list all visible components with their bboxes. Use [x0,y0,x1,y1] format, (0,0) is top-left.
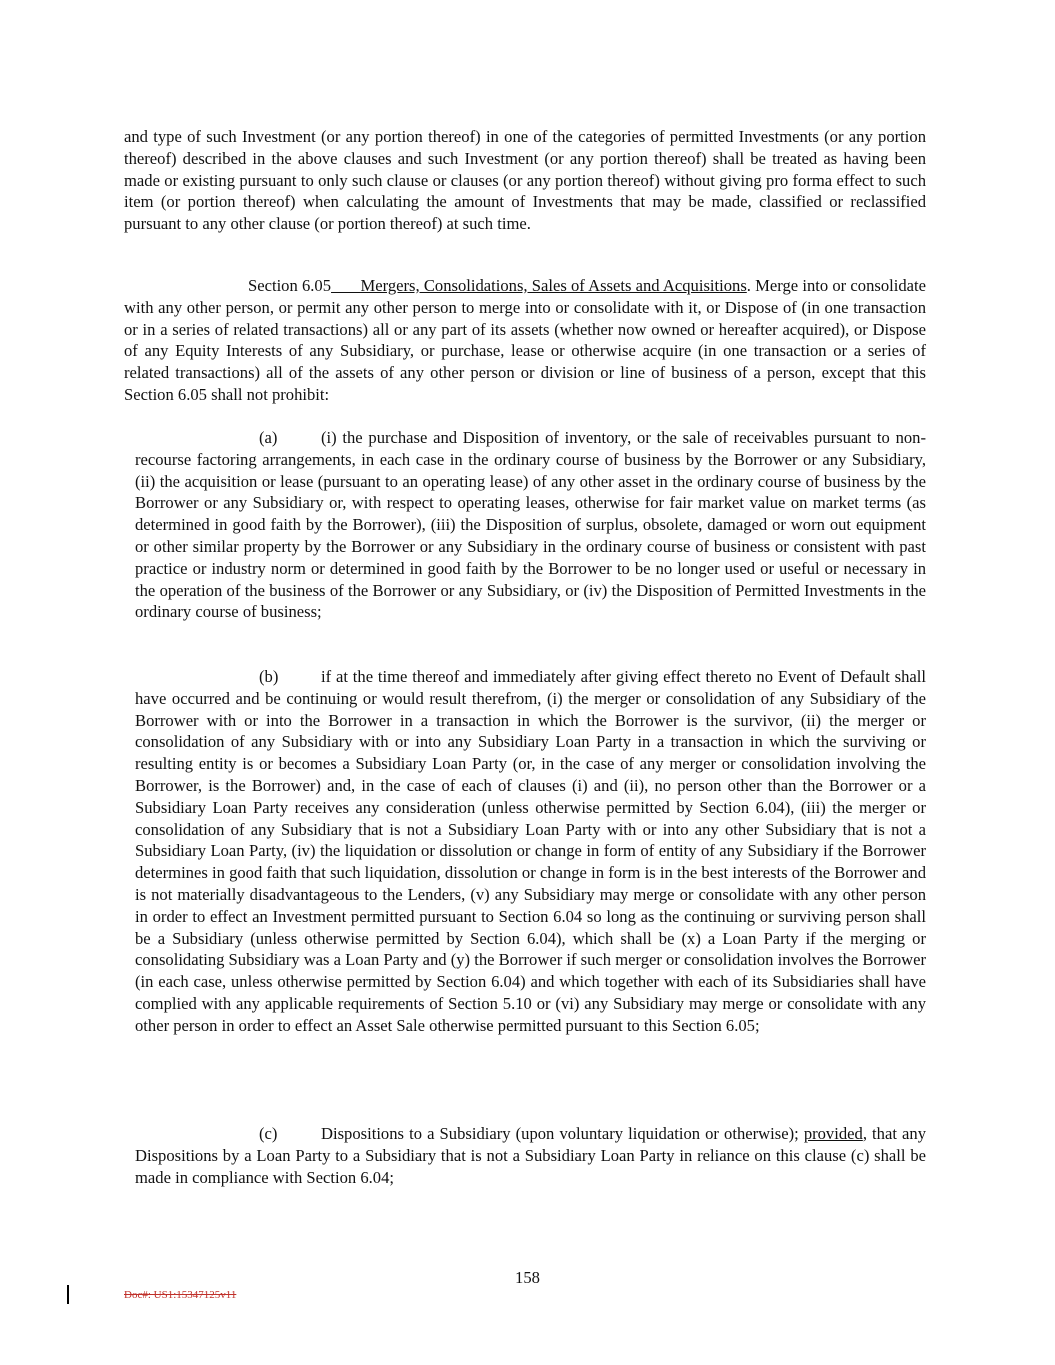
clause-c-label: (c) [259,1124,278,1143]
revision-change-bar [67,1285,69,1304]
section-6-05-paragraph [124,275,926,406]
clause-b-paragraph [135,666,926,1037]
section-title [331,276,747,295]
clause-a-label: (a) [259,428,278,447]
clause-c-paragraph [135,1123,926,1188]
clause-b-text: if at the time thereof and immediately after giving effect thereto no Event of Default shall have occurred and be continuing or would result therefrom, (i) the merger or consolidation of any Subsidiary of the Borrower with or into the Borrower in a transaction in which the Borrower is the survivor, (ii) the merger or consolidation of any Subsidiary with or into any Subsidiary Loan Party in a transaction in which the surviving or resulting entity is or becomes a Subsidiary Loan Party (or, in the case of any merger or consolidation involving the Borrower, is the Borrower) and, in the case of each of clauses (i) and (ii), no person other than the Borrower or a Subsidiary Loan Party receives any consideration (unless otherwise permitted by Section 6.04), (iii) the merger or consolidation of any Subsidiary that is not a Subsidiary Loan Party with or into any other Subsidiary that is not a Subsidiary Loan Party, (iv) the liquidation or dissolution or change in form of entity of any Subsidiary if the Borrower determines in good faith that such liquidation, dissolution or change in form is in the best interests of the Borrower and is not materially disadvantageous to the Lenders, (v) any Subsidiary may merge or consolidate with any other person in order to effect an Investment permitted pursuant to Section 6.04 so long as the continuing or surviving person shall be a Subsidiary (unless otherwise permitted by Section 6.04), which shall be (x) a Loan Party if the merging or consolidating Subsidiary was a Loan Party and (y) the Borrower if such merger or consolidation involves the Borrower (in each case, unless otherwise permitted by Section 6.04) and which together with each of its Subsidiaries shall have complied with any applicable requirements of Section 5.10 or (vi) any Subsidiary may merge or consolidate with any other person in order to effect an Asset Sale otherwise permitted pursuant to this Section 6.05; [135,667,926,1035]
clause-c-text-before: Dispositions to a Subsidiary (upon voluntary liquidation or otherwise); [321,1124,804,1143]
section-number: Section 6.05 [248,276,332,295]
document-id: Doc#: US1:15347125v11 [124,1289,237,1301]
intro-paragraph: and type of such Investment (or any portion thereof) in one of the categories of permitted Investments (or any portion thereof) described in the above clauses and such Investment (or any portion thereof) shall be treated as having been made or existing pursuant to only such clause or clauses (or any portion thereof) without giving pro forma effect to such item (or portion thereof) when calculating the amount of Investments that may be made, classified or reclassified pursuant to any other clause (or portion thereof) at such time. [124,127,926,234]
clause-a-paragraph [135,427,926,623]
clause-c-text-after: , that any Dispositions by a Loan Party to a Subsidiary that is not a Subsidiary Loan Party in reliance on this clause (c) shall be made in compliance with Section 6.04; [135,1124,926,1187]
section-title-text: Mergers, Consolidations, Sales of Assets and Acquisitions [360,276,747,295]
section-body: . Merge into or consolidate with any other person, or permit any other person to merge into or consolidate with it, or Dispose of (in one transaction or in a series of related transactions) all or any part of its assets (whether now owned or hereafter acquired), or Dispose of any Equity Interests of any Subsidiary, or purchase, lease or otherwise acquire (in one transaction or a series of related transactions) all of the assets of any other person or division or line of business of a person, except that this Section 6.05 shall not prohibit: [124,276,926,404]
clause-a-text: (i) the purchase and Disposition of inventory, or the sale of receivables pursuant to non-recourse factoring arrangements, in each case in the ordinary course of business by the Borrower or any Subsidiary, (ii) the acquisition or lease (pursuant to an operating lease) of any other asset in the ordinary course of business by the Borrower or any Subsidiary or, with respect to operating leases, otherwise for fair market value on market terms (as determined in good faith by the Borrower), (iii) the Disposition of surplus, obsolete, damaged or worn out equipment or other similar property by the Borrower or any Subsidiary in the ordinary course of business or consistent with past practice or industry norm or determined in good faith by the Borrower to be no longer used or useful or necessary in the operation of the business of the Borrower or any Subsidiary, or (iv) the Disposition of Permitted Investments in the ordinary course of business; [135,428,926,622]
clause-c-proviso: provided [803,1124,863,1143]
clause-b-label: (b) [259,667,279,686]
page-number: 158 [515,1268,540,1287]
